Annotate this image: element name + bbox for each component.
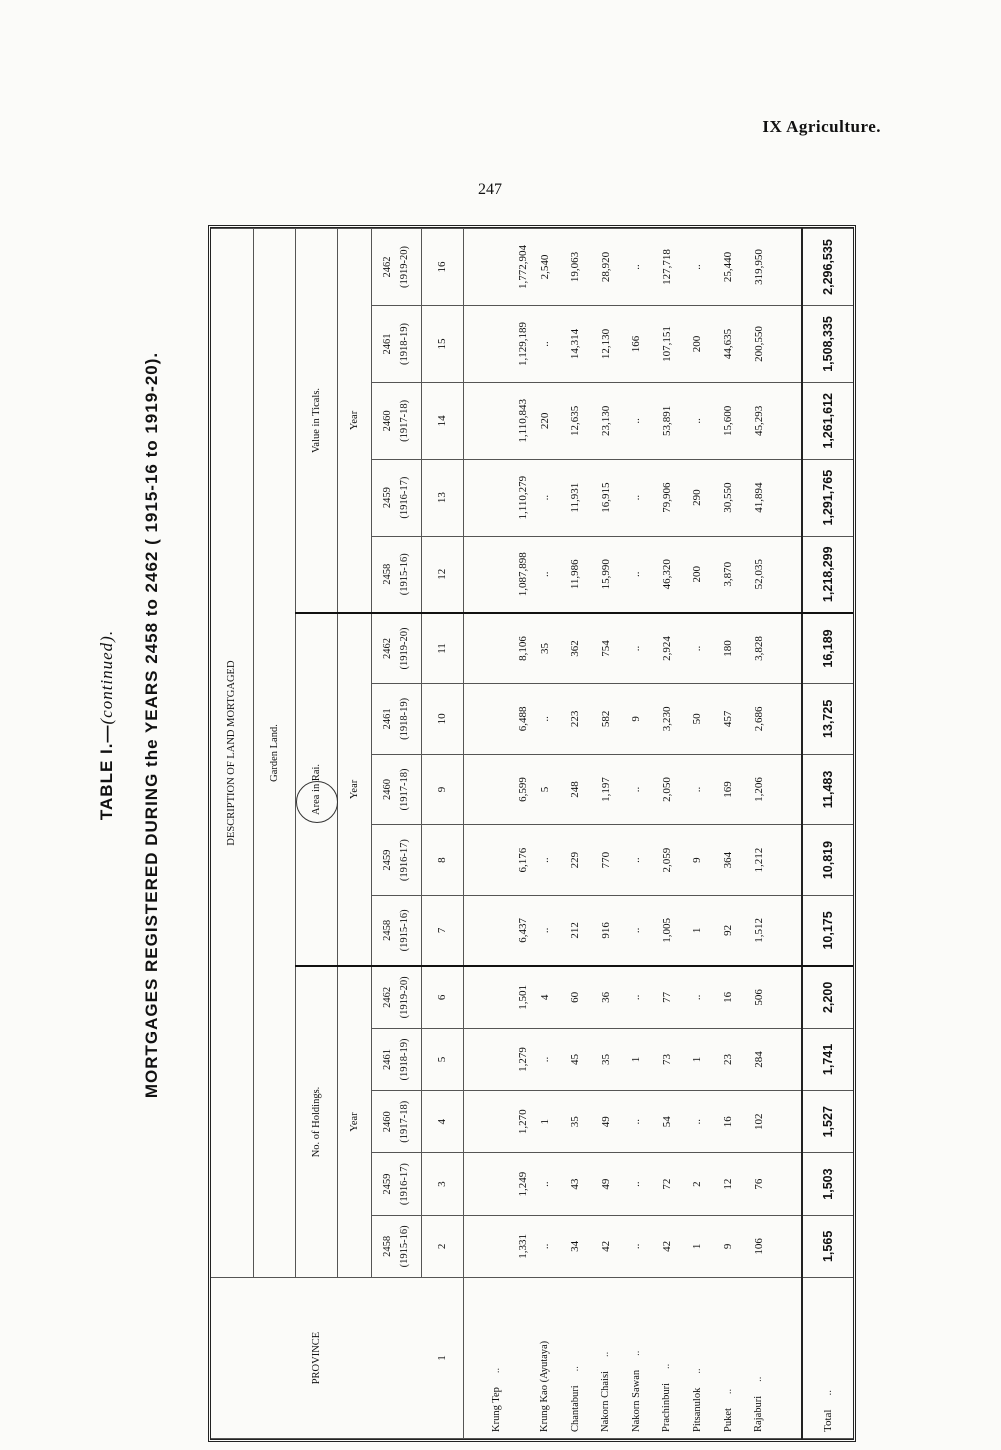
table-row xyxy=(652,229,683,1439)
group-value-header: Value in Ticals. xyxy=(295,229,337,613)
table-row xyxy=(463,229,529,1439)
spacer-cell xyxy=(774,684,802,755)
value-cell: 9 xyxy=(713,1215,744,1277)
spacer-cell xyxy=(774,306,802,383)
value-cell: 76 xyxy=(743,1153,774,1215)
value-cell: 11,986 xyxy=(560,536,591,613)
value-cell: .. xyxy=(621,459,652,536)
value-cell: 14,314 xyxy=(560,306,591,383)
value-cell: 77 xyxy=(652,966,683,1028)
value-cell: 6,176 xyxy=(463,825,529,896)
value-cell: 50 xyxy=(682,684,713,755)
leader-dots: .. xyxy=(630,1350,642,1356)
year-thai: 2461 xyxy=(382,708,393,730)
table-subtitle: MORTGAGES REGISTERED DURING the YEARS 2458 to 2462 ( 1915-16 to 1919-20). xyxy=(142,351,161,1099)
year-header: Year xyxy=(337,966,371,1278)
value-cell: 2,540 xyxy=(529,229,560,306)
province-label: Krung Kao (Ayutaya) xyxy=(539,1340,551,1432)
value-cell: 54 xyxy=(652,1091,683,1153)
value-cell: 1 xyxy=(682,1028,713,1090)
table-row xyxy=(529,229,560,1439)
value-cell: 200 xyxy=(682,306,713,383)
value-cell: .. xyxy=(529,825,560,896)
year-cell xyxy=(371,613,421,684)
year-cell xyxy=(371,1215,421,1277)
value-cell: .. xyxy=(682,613,713,684)
year-thai: 2458 xyxy=(382,563,393,585)
year-thai: 2460 xyxy=(382,778,393,800)
value-cell: 1,129,189 xyxy=(463,306,529,383)
circular-stamp-icon xyxy=(296,781,338,823)
years-row xyxy=(371,229,421,1439)
province-header: PROVINCE xyxy=(211,1278,421,1439)
value-cell: 45 xyxy=(560,1028,591,1090)
value-cell: 42 xyxy=(590,1215,621,1277)
year-cell xyxy=(371,306,421,383)
value-cell: .. xyxy=(621,1153,652,1215)
value-cell: 1,005 xyxy=(652,895,683,966)
table-title xyxy=(97,0,117,1450)
year-cell xyxy=(371,1153,421,1215)
column-number: 10 xyxy=(421,684,463,755)
value-cell: 220 xyxy=(529,382,560,459)
value-cell: 290 xyxy=(682,459,713,536)
value-cell: 6,488 xyxy=(463,684,529,755)
value-cell: 2 xyxy=(682,1153,713,1215)
value-cell: 5 xyxy=(529,754,560,825)
value-cell: 1,279 xyxy=(463,1028,529,1090)
value-cell: 12 xyxy=(713,1153,744,1215)
leader-dots: .. xyxy=(691,1368,703,1374)
value-cell: 13,725 xyxy=(802,684,853,755)
value-cell: 3,230 xyxy=(652,684,683,755)
value-cell: .. xyxy=(621,382,652,459)
year-thai: 2458 xyxy=(382,919,393,941)
year-cell xyxy=(371,382,421,459)
year-thai: 2461 xyxy=(382,333,393,355)
column-number: 8 xyxy=(421,825,463,896)
value-cell: 3,870 xyxy=(713,536,744,613)
total-row xyxy=(802,229,853,1439)
value-cell: 73 xyxy=(652,1028,683,1090)
column-number: 16 xyxy=(421,229,463,306)
province-label: Rajaburi xyxy=(753,1395,765,1432)
value-cell: 364 xyxy=(713,825,744,896)
value-cell: 6,437 xyxy=(463,895,529,966)
value-cell: .. xyxy=(529,1028,560,1090)
value-cell: 284 xyxy=(743,1028,774,1090)
year-thai: 2459 xyxy=(382,1173,393,1195)
column-number: 12 xyxy=(421,536,463,613)
spacer-cell xyxy=(774,754,802,825)
value-cell: 9 xyxy=(621,684,652,755)
province-label: Puket xyxy=(722,1408,734,1432)
year-cell xyxy=(371,1091,421,1153)
value-cell: .. xyxy=(529,536,560,613)
year-cell xyxy=(371,895,421,966)
spacer-cell xyxy=(774,966,802,1028)
value-cell: 2,924 xyxy=(652,613,683,684)
column-number: 6 xyxy=(421,966,463,1028)
value-cell: 34 xyxy=(560,1215,591,1277)
value-cell: 200,550 xyxy=(743,306,774,383)
column-number: 3 xyxy=(421,1153,463,1215)
spacer-cell xyxy=(774,382,802,459)
value-cell: 44,635 xyxy=(713,306,744,383)
table-row xyxy=(590,229,621,1439)
year-cell xyxy=(371,459,421,536)
value-cell: .. xyxy=(682,1091,713,1153)
year-ce: (1919-20) xyxy=(399,976,410,1019)
spacer-cell xyxy=(774,1215,802,1277)
value-cell: 1 xyxy=(621,1028,652,1090)
year-cell xyxy=(371,684,421,755)
value-cell: 248 xyxy=(560,754,591,825)
province-label: Prachinburi xyxy=(661,1383,673,1432)
value-cell: .. xyxy=(682,754,713,825)
value-cell: 11,483 xyxy=(802,754,853,825)
value-cell: 180 xyxy=(713,613,744,684)
year-ce: (1918-19) xyxy=(399,322,410,365)
value-cell: .. xyxy=(529,684,560,755)
value-cell: 754 xyxy=(590,613,621,684)
leader-dots: .. xyxy=(490,1367,502,1374)
table-row xyxy=(682,229,713,1439)
mortgage-table xyxy=(211,228,853,1439)
spacer-cell xyxy=(774,459,802,536)
year-cell xyxy=(371,1028,421,1090)
province-label: Nakorn Chaisi xyxy=(600,1371,612,1432)
year-cell xyxy=(371,825,421,896)
year-thai: 2460 xyxy=(382,1111,393,1133)
value-cell: .. xyxy=(529,459,560,536)
year-ce: (1917-18) xyxy=(399,768,410,811)
spacer-cell xyxy=(774,536,802,613)
year-thai: 2462 xyxy=(382,637,393,659)
value-cell: 1,212 xyxy=(743,825,774,896)
province-name xyxy=(463,1278,529,1439)
value-cell: .. xyxy=(529,306,560,383)
spacer-cell xyxy=(774,825,802,896)
value-cell: 52,035 xyxy=(743,536,774,613)
value-cell: 30,550 xyxy=(713,459,744,536)
value-cell: 10,175 xyxy=(802,895,853,966)
value-cell: 107,151 xyxy=(652,306,683,383)
value-cell: 3,828 xyxy=(743,613,774,684)
table-row xyxy=(560,229,591,1439)
value-cell: .. xyxy=(621,229,652,306)
value-cell: 457 xyxy=(713,684,744,755)
value-cell: 15,600 xyxy=(713,382,744,459)
table-row xyxy=(621,229,652,1439)
column-number: 13 xyxy=(421,459,463,536)
year-ce: (1917-18) xyxy=(399,399,410,442)
value-cell: 46,320 xyxy=(652,536,683,613)
value-cell: .. xyxy=(682,382,713,459)
province-name xyxy=(743,1278,774,1439)
value-cell: .. xyxy=(621,754,652,825)
value-cell: 92 xyxy=(713,895,744,966)
province-name xyxy=(529,1278,560,1439)
value-cell: 12,635 xyxy=(560,382,591,459)
value-cell: .. xyxy=(621,895,652,966)
year-ce: (1918-19) xyxy=(399,1038,410,1081)
leader-dots: .. xyxy=(569,1366,581,1372)
title-continued: (continued). xyxy=(97,629,116,725)
value-cell: 4 xyxy=(529,966,560,1028)
year-ce: (1918-19) xyxy=(399,697,410,740)
value-cell: 229 xyxy=(560,825,591,896)
column-number: 5 xyxy=(421,1028,463,1090)
value-cell: .. xyxy=(529,1215,560,1277)
column-number: 9 xyxy=(421,754,463,825)
value-cell: 1,261,612 xyxy=(802,382,853,459)
year-thai: 2459 xyxy=(382,849,393,871)
year-thai: 2459 xyxy=(382,487,393,509)
value-cell: 1,110,843 xyxy=(463,382,529,459)
value-cell: 582 xyxy=(590,684,621,755)
value-cell: 223 xyxy=(560,684,591,755)
value-cell: .. xyxy=(621,1091,652,1153)
value-cell: 8,106 xyxy=(463,613,529,684)
leader-dots: .. xyxy=(661,1363,673,1369)
value-cell: 16,189 xyxy=(802,613,853,684)
leader-dots: .. xyxy=(600,1351,612,1358)
value-cell: 2,200 xyxy=(802,966,853,1028)
value-cell: 1,512 xyxy=(743,895,774,966)
value-cell: 9 xyxy=(682,825,713,896)
year-cell xyxy=(371,536,421,613)
table-body xyxy=(463,229,853,1439)
value-cell: 49 xyxy=(590,1153,621,1215)
column-number: 7 xyxy=(421,895,463,966)
value-cell: 770 xyxy=(590,825,621,896)
value-cell: 1,270 xyxy=(463,1091,529,1153)
year-ce: (1916-17) xyxy=(399,839,410,882)
section-header: IX Agriculture. xyxy=(762,117,881,136)
value-cell: 60 xyxy=(560,966,591,1028)
value-cell: 106 xyxy=(743,1215,774,1277)
value-cell: 35 xyxy=(560,1091,591,1153)
value-cell: 1,741 xyxy=(802,1028,853,1090)
value-cell: 166 xyxy=(621,306,652,383)
value-cell: 362 xyxy=(560,613,591,684)
value-cell: 79,906 xyxy=(652,459,683,536)
year-ce: (1915-16) xyxy=(399,553,410,596)
year-ce: (1917-18) xyxy=(399,1100,410,1143)
value-cell: 169 xyxy=(713,754,744,825)
value-cell: 28,920 xyxy=(590,229,621,306)
value-cell: 10,819 xyxy=(802,825,853,896)
year-thai: 2460 xyxy=(382,410,393,432)
spacer-cell xyxy=(774,229,802,306)
value-cell: 1,527 xyxy=(802,1091,853,1153)
year-header: Year xyxy=(337,613,371,966)
column-number: 1 xyxy=(421,1278,463,1439)
value-cell: 1,249 xyxy=(463,1153,529,1215)
column-number: 14 xyxy=(421,382,463,459)
spacer-cell xyxy=(774,1091,802,1153)
year-ce: (1916-17) xyxy=(399,1163,410,1206)
value-cell: 43 xyxy=(560,1153,591,1215)
province-label: Krung Tep xyxy=(490,1387,502,1432)
year-ce: (1915-16) xyxy=(399,1225,410,1268)
year-thai: 2462 xyxy=(382,986,393,1008)
group-area-header: Area in Rai. xyxy=(295,613,337,966)
value-cell: .. xyxy=(529,895,560,966)
value-cell: .. xyxy=(682,229,713,306)
spacer-cell xyxy=(774,1153,802,1215)
value-cell: 1,087,898 xyxy=(463,536,529,613)
value-cell: 1,218,299 xyxy=(802,536,853,613)
year-ce: (1915-16) xyxy=(399,909,410,952)
year-ce: (1919-20) xyxy=(399,246,410,289)
value-cell: 16 xyxy=(713,966,744,1028)
province-name xyxy=(560,1278,591,1439)
year-header: Year xyxy=(337,229,371,613)
mortgage-table-frame xyxy=(208,225,856,1442)
value-cell: 35 xyxy=(529,613,560,684)
value-cell: 41,894 xyxy=(743,459,774,536)
value-cell: 1,331 xyxy=(463,1215,529,1277)
value-cell: 2,050 xyxy=(652,754,683,825)
province-label: Nakorn Sawan xyxy=(630,1369,642,1432)
year-ce: (1916-17) xyxy=(399,476,410,519)
garden-land-header: Garden Land. xyxy=(253,229,295,1278)
title-prefix: TABLE I.— xyxy=(97,724,116,821)
value-cell: 916 xyxy=(590,895,621,966)
province-name xyxy=(652,1278,683,1439)
value-cell: 1,501 xyxy=(463,966,529,1028)
year-cell xyxy=(371,229,421,306)
value-cell: 1,565 xyxy=(802,1215,853,1277)
column-number: 15 xyxy=(421,306,463,383)
value-cell: 1,197 xyxy=(590,754,621,825)
value-cell: 49 xyxy=(590,1091,621,1153)
value-cell: 23,130 xyxy=(590,382,621,459)
value-cell: .. xyxy=(529,1153,560,1215)
value-cell: 1,772,904 xyxy=(463,229,529,306)
value-cell: 19,063 xyxy=(560,229,591,306)
year-thai: 2462 xyxy=(382,256,393,278)
column-number: 4 xyxy=(421,1091,463,1153)
value-cell: .. xyxy=(682,966,713,1028)
value-cell: .. xyxy=(621,1215,652,1277)
province-name xyxy=(621,1278,652,1439)
value-cell: 36 xyxy=(590,966,621,1028)
value-cell: .. xyxy=(621,613,652,684)
leader-dots: .. xyxy=(753,1376,765,1382)
value-cell: .. xyxy=(621,825,652,896)
value-cell: 1 xyxy=(529,1091,560,1153)
value-cell: 319,950 xyxy=(743,229,774,306)
value-cell: 1 xyxy=(682,1215,713,1277)
value-cell: 1,508,335 xyxy=(802,306,853,383)
province-name xyxy=(590,1278,621,1439)
year-ce: (1919-20) xyxy=(399,627,410,670)
leader-dots: .. xyxy=(722,1388,734,1395)
spacer-row xyxy=(774,229,802,1439)
value-cell: 1 xyxy=(682,895,713,966)
description-header: DESCRIPTION OF LAND MORTGAGED xyxy=(211,229,253,1278)
value-cell: 1,503 xyxy=(802,1153,853,1215)
value-cell: 23 xyxy=(713,1028,744,1090)
value-cell: 102 xyxy=(743,1091,774,1153)
group-holdings-header: No. of Holdings. xyxy=(295,966,337,1278)
province-name xyxy=(682,1278,713,1439)
column-number: 11 xyxy=(421,613,463,684)
value-cell: 127,718 xyxy=(652,229,683,306)
page-number: 247 xyxy=(478,181,502,198)
table-row xyxy=(743,229,774,1439)
province-label: Pitsanulok xyxy=(691,1387,703,1432)
column-number: 2 xyxy=(421,1215,463,1277)
value-cell: 200 xyxy=(682,536,713,613)
value-cell: 16 xyxy=(713,1091,744,1153)
value-cell: 42 xyxy=(652,1215,683,1277)
total-label xyxy=(802,1278,853,1439)
year-cell xyxy=(371,754,421,825)
year-thai: 2458 xyxy=(382,1235,393,1257)
value-cell: 212 xyxy=(560,895,591,966)
value-cell: 53,891 xyxy=(652,382,683,459)
province-name xyxy=(713,1278,744,1439)
spacer-cell xyxy=(774,1278,802,1439)
value-cell: 16,915 xyxy=(590,459,621,536)
spacer-cell xyxy=(774,895,802,966)
value-cell: 1,110,279 xyxy=(463,459,529,536)
value-cell: 35 xyxy=(590,1028,621,1090)
province-label: Total xyxy=(821,1409,834,1432)
value-cell: 2,686 xyxy=(743,684,774,755)
year-thai: 2461 xyxy=(382,1048,393,1070)
column-number-row xyxy=(421,229,463,1439)
value-cell: .. xyxy=(621,536,652,613)
value-cell: 2,059 xyxy=(652,825,683,896)
spacer-cell xyxy=(774,1028,802,1090)
value-cell: 2,296,535 xyxy=(802,229,853,306)
spacer-cell xyxy=(774,613,802,684)
value-cell: 1,206 xyxy=(743,754,774,825)
table-row xyxy=(713,229,744,1439)
year-cell xyxy=(371,966,421,1028)
value-cell: 25,440 xyxy=(713,229,744,306)
value-cell: 45,293 xyxy=(743,382,774,459)
value-cell: .. xyxy=(621,966,652,1028)
province-label: Chantaburi xyxy=(569,1385,581,1432)
value-cell: 72 xyxy=(652,1153,683,1215)
value-cell: 6,599 xyxy=(463,754,529,825)
value-cell: 12,130 xyxy=(590,306,621,383)
value-cell: 506 xyxy=(743,966,774,1028)
value-cell: 1,291,765 xyxy=(802,459,853,536)
value-cell: 15,990 xyxy=(590,536,621,613)
leader-dots: .. xyxy=(821,1390,834,1396)
value-cell: 11,931 xyxy=(560,459,591,536)
